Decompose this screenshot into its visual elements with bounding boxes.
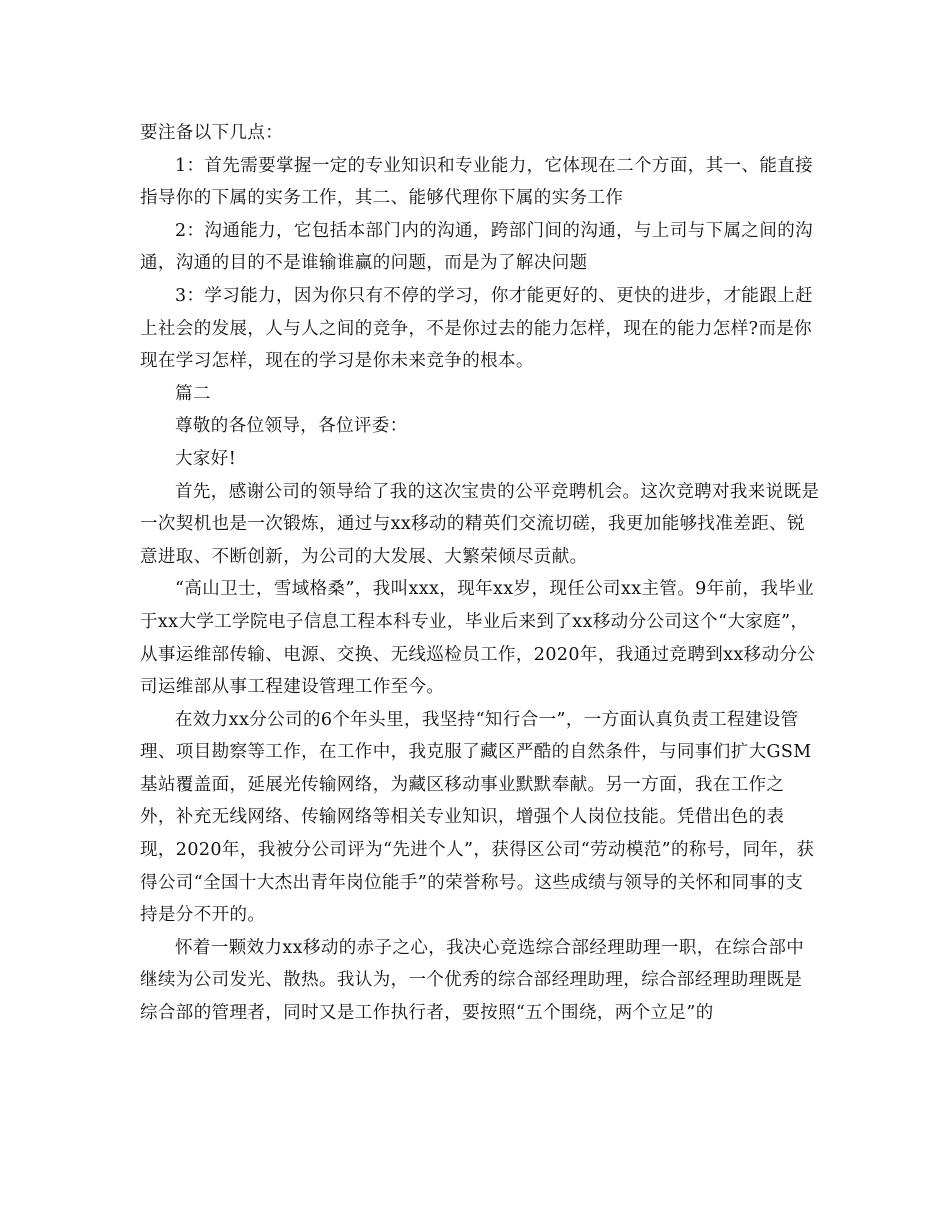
paragraph-point-1: 1：首先需要掌握一定的专业知识和专业能力，它体现在二个方面，其一、能直接指导你的下属的实务工作，其二、能够代理你下属的实务工作 [140,155,814,209]
greeting: 大家好! [175,448,237,469]
paragraph-point-3: 3：学习能力，因为你只有不停的学习，你才能更好的、更快的进步，才能跟上赶上社会的发展，人与人之间的竞争，不是你过去的能力怎样，现在的能力怎样?而是你现在学习怎样，现在的学习是你未来竞争的根本。 [140,285,814,372]
paragraph-self-introduction: “高山卫士，雪域格桑”，我叫xxx，现年xx岁，现任公司xx主管。9年前，我毕业于xx大学工学院电子信息工程本科专业，毕业后来到了xx移动分公司这个“大家庭”，从事运维部传输、电源、交换、无线巡检员工作，2020年，我通过竞聘到xx移动分公司运维部从事工程建设管理工作至今。 [140,579,816,698]
section-heading: 篇二 [175,383,211,404]
salutation: 尊敬的各位领导，各位评委： [175,416,408,437]
paragraph-point-2: 2：沟通能力，它包括本部门内的沟通，跨部门间的沟通，与上司与下属之间的沟通，沟通的目的不是谁输谁赢的问题，而是为了解决问题 [140,220,814,274]
paragraph-intro-list: 要注备以下几点： [140,123,284,143]
paragraph-work-experience: 在效力xx分公司的6个年头里，我坚持“知行合一”，一方面认真负责工程建设管理、项目勘察等工作，在工作中，我克服了藏区严酷的自然条件，与同事们扩大GSM基站覆盖面，延展光传输网络，为藏区移动事业默默奉献。另一方面，我在工作之外，补充无线网络、传输网络等相关专业知识，增强个人岗位技能。凭借出色的表现，2020年，我被分公司评为“先进个人”，获得区公司“劳动模范”的称号，同年，获得公司“全国十大杰出青年岗位能手”的荣誉称号。这些成绩与领导的关怀和同事的支持是分不开的。 [140,709,815,926]
paragraph-candidacy: 怀着一颗效力xx移动的赤子之心，我决心竞选综合部经理助理一职，在综合部中继续为公司发光、散热。我认为，一个优秀的综合部经理助理，综合部经理助理既是综合部的管理者，同时又是工作执行者，要按照“五个围绕，两个立足”的 [140,937,805,1024]
paragraph-thanks: 首先，感谢公司的领导给了我的这次宝贵的公平竞聘机会。这次竞聘对我来说既是一次契机也是一次锻炼，通过与xx移动的精英们交流切磋，我更加能够找准差距、锐意进取、不断创新，为公司的大发展、大繁荣倾尽贡献。 [140,481,820,567]
document-body [140,117,820,1030]
